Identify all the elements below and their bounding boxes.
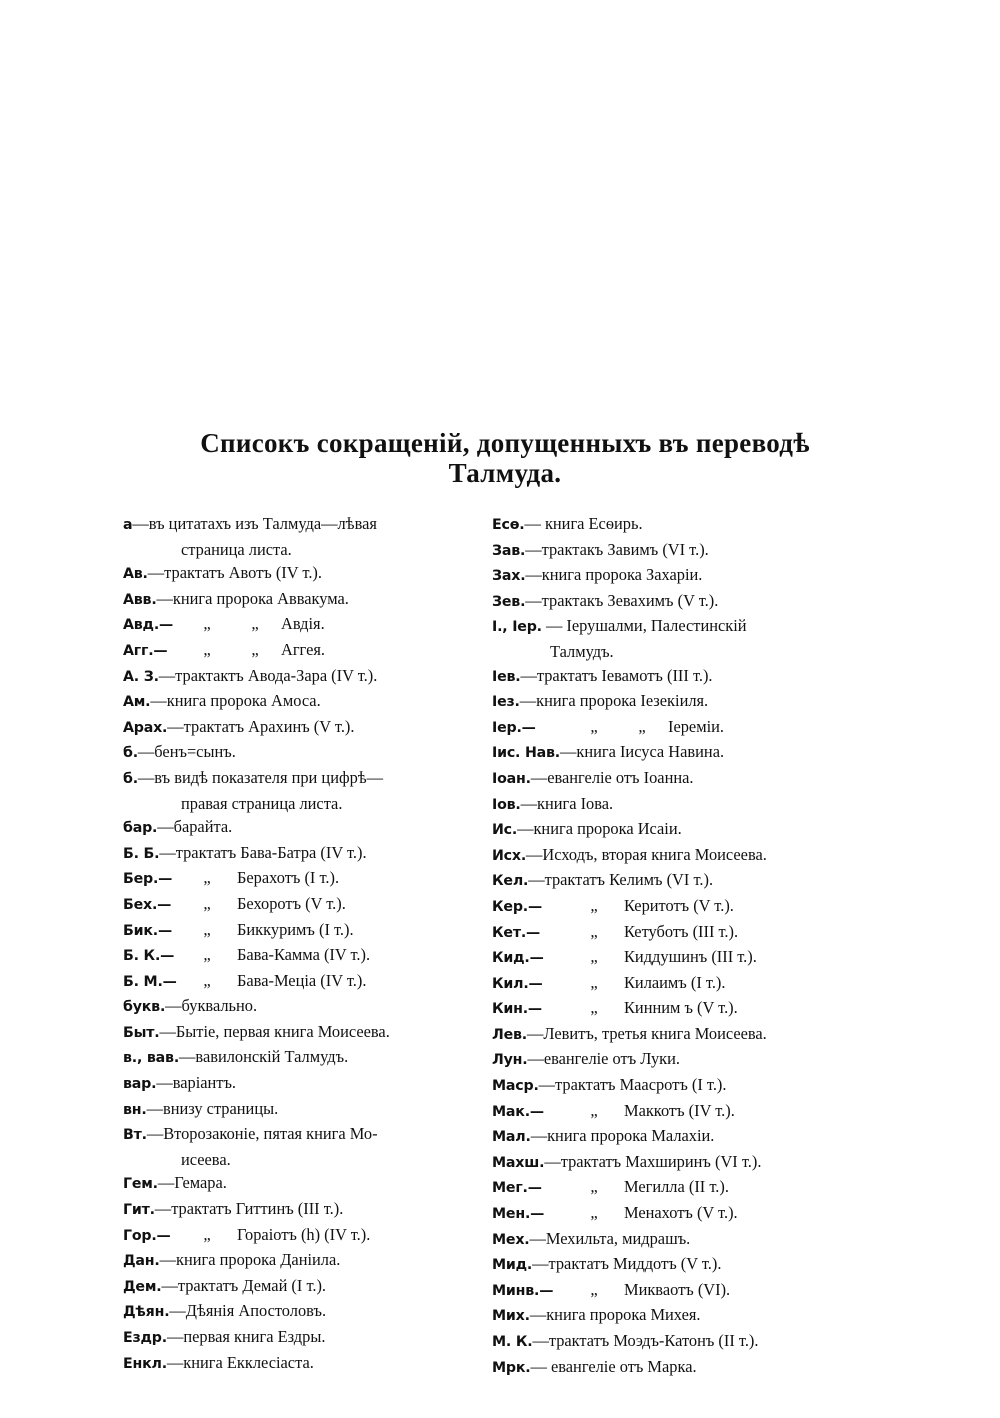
entry-definition: —Исходъ, вторая книга Моисеева. [526,844,767,864]
entry-abbreviation: Зав. [492,542,526,559]
list-item [492,817,832,843]
entry-abbreviation: Зах. [492,568,526,585]
entry-abbreviation: Агг.— [123,642,168,659]
list-item [492,868,832,894]
entry-definition: —буквально. [165,996,258,1016]
entry-definition: Берахотъ (I т.). [237,868,340,888]
entry-abbreviation: Б. К.— [123,948,175,965]
entry-abbreviation: в., вав. [123,1050,180,1067]
entry-definition: —барайта. [157,817,233,837]
entry-definition: Бава-Камма (IV т.). [237,945,371,965]
list-item [123,1045,468,1071]
list-item [123,740,468,766]
list-item [123,841,468,867]
entry-abbreviation: Іез. [492,694,520,711]
ditto-mark: „ [590,947,598,967]
entry-abbreviation: Кин.— [492,1001,542,1018]
list-item [123,1223,468,1249]
list-item [123,1071,468,1097]
entry-continuation: Талмудъ. [550,641,614,661]
list-item [123,715,468,741]
entry-definition: Киддушинъ (III т.). [624,947,757,967]
entry-abbreviation: Ам. [123,694,151,711]
entry-definition: —книга Іисуса Навина. [559,742,725,762]
entry-abbreviation: Мих. [492,1308,530,1325]
entry-abbreviation: Енкл. [123,1355,167,1372]
ditto-mark: „ [203,970,211,990]
list-item [492,538,832,564]
list-item [123,815,468,841]
ditto-mark: „ [590,998,598,1018]
list-item [123,1097,468,1123]
list-item [123,1197,468,1223]
page-title [110,428,900,488]
entry-definition: —трактатъ Демай (I т.). [161,1275,327,1295]
entry-definition: —трактатъ Гиттинъ (III т.). [154,1199,344,1219]
entry-definition: Аггея. [281,639,325,659]
ditto-mark: „ [590,1100,598,1120]
list-item [123,892,468,918]
entry-definition: — евангеліе отъ Марка. [530,1356,697,1376]
entry-definition: — книга Есѳирь. [524,514,643,533]
entry-definition: —Мехильта, мидрашъ. [529,1228,691,1248]
entry-abbreviation: Мид. [492,1257,533,1274]
list-item [492,1047,832,1073]
entry-abbreviation: Арах. [123,719,168,736]
entry-abbreviation: Іоан. [492,770,531,787]
list-item [492,1175,832,1201]
entry-definition: —трактакъ Завимъ (VI т.). [525,539,709,559]
list-item [123,766,468,815]
list-item [123,587,468,613]
list-item [492,512,832,538]
entry-definition: —книга Іова. [520,793,614,813]
list-item [492,792,832,818]
entry-abbreviation: І., Іер. [492,619,542,636]
ditto-mark: „ [590,716,598,736]
entry-definition: Маккотъ (IV т.). [624,1100,735,1120]
ditto-mark: „ [590,1203,598,1223]
entry-definition: —книга пророка Михея. [529,1305,701,1325]
entry-definition: —книга пророка Іезекіиля. [519,691,709,711]
entry-abbreviation: Бик.— [123,922,172,939]
entry-abbreviation: Мех. [492,1231,530,1248]
list-item [123,638,468,664]
list-item [123,1351,468,1377]
list-item [492,971,832,997]
list-item [492,1022,832,1048]
entry-definition: —внизу страницы. [146,1098,279,1118]
list-item [492,1252,832,1278]
entry-definition: —первая книга Ездры. [166,1327,326,1346]
entry-abbreviation: Мак.— [492,1103,544,1120]
entry-abbreviation: Дем. [123,1278,162,1295]
entry-abbreviation: вн. [123,1101,147,1118]
entry-abbreviation: Мал. [492,1129,531,1146]
entry-definition: —книга пророка Захаріи. [525,565,703,585]
list-item [492,1355,832,1381]
abbreviation-list-right [492,512,832,1380]
entry-abbreviation: Дѣян. [123,1304,170,1321]
list-item [123,943,468,969]
list-item [123,561,468,587]
ditto-mark: „ [203,639,211,659]
list-item [123,1020,468,1046]
entry-abbreviation: Ездр. [123,1330,167,1346]
title-line-2: Талмуда. [448,458,562,488]
entry-definition: —трактактъ Авода-Зара (IV т.). [158,665,378,685]
entry-definition: Керитотъ (V т.). [624,895,734,915]
entry-abbreviation: Ис. [492,822,518,839]
entry-abbreviation: Іов. [492,796,521,813]
entry-definition: — Іерушалми, Палестинскій [541,616,747,636]
entry-abbreviation: Ав. [123,566,148,583]
entry-abbreviation: Вт. [123,1127,147,1144]
entry-definition: —книга пророка Аввакума. [156,588,349,608]
abbreviation-list-left [123,512,468,1376]
entry-definition: —въ видѣ показателя при цифрѣ— [137,767,384,787]
entry-definition: —книга пророка Малахіи. [530,1126,715,1146]
title-line-1: Списокъ сокращеній, допущенныхъ въ переводѣ [200,428,810,458]
list-item [123,664,468,690]
list-item [492,614,832,663]
entry-abbreviation: Б. М.— [123,973,177,990]
entry-abbreviation: Іис. Нав. [492,745,560,762]
list-item [492,920,832,946]
entry-continuation: правая страница листа. [181,793,343,813]
entry-definition: Килаимъ (I т.). [624,972,726,992]
entry-definition: —книга пророка Даніила. [159,1250,341,1270]
entry-definition: —трактатъ Махширинъ (VI т.). [544,1151,762,1171]
entry-abbreviation: Кил.— [492,975,543,992]
list-item [492,1278,832,1304]
entry-continuation: исеева. [181,1149,231,1169]
list-item [123,1299,468,1325]
entry-definition: —трактатъ Арахинъ (V т.). [167,716,355,736]
entry-definition: Кинним ъ (V т.). [624,998,738,1018]
entry-abbreviation: Маср. [492,1078,539,1095]
entry-abbreviation: вар. [123,1076,157,1093]
ditto-mark: „ [590,1177,598,1197]
ditto-mark: „ [590,1279,598,1299]
list-item [492,766,832,792]
ditto-mark: „ [203,893,211,913]
entry-abbreviation: Гит. [123,1202,155,1219]
entry-abbreviation: А. З. [123,668,159,685]
ditto-mark: „ [638,716,646,736]
list-item [492,1303,832,1329]
ditto-mark: „ [203,868,211,888]
ditto-mark: „ [590,895,598,915]
ditto-mark: „ [203,614,211,634]
entry-definition: —трактатъ Келимъ (VI т.). [528,870,714,890]
entry-abbreviation: Бер.— [123,871,173,888]
entry-abbreviation: бар. [123,820,158,837]
list-item [492,563,832,589]
entry-abbreviation: Есѳ. [492,517,525,533]
entry-abbreviation: Гем. [123,1176,158,1193]
entry-definition: —трактатъ Миддотъ (V т.). [532,1254,722,1274]
list-item [492,1329,832,1355]
list-item [492,894,832,920]
list-item [123,512,468,561]
entry-definition: —трактатъ Бава-Батра (IV т.). [159,842,367,862]
list-item [492,1099,832,1125]
entry-definition: Авдія. [281,614,325,634]
entry-definition: —евангеліе отъ Іоанна. [530,767,694,787]
entry-continuation: страница листа. [181,539,292,559]
entry-definition: —трактатъ Авотъ (IV т.). [147,563,322,583]
entry-definition: —варіантъ. [156,1073,237,1093]
entry-definition: —трактакъ Зевахимъ (V т.). [525,590,719,610]
entry-abbreviation: Быт. [123,1024,160,1041]
list-item [492,740,832,766]
entry-definition: Биккуримъ (I т.). [237,919,354,939]
entry-abbreviation: Кет.— [492,924,541,941]
entry-definition: Бава-Меціа (IV т.). [237,970,367,990]
entry-definition: —Левитъ, третья книга Моисеева. [526,1023,767,1043]
entry-abbreviation: Зев. [492,593,526,610]
list-item [492,1201,832,1227]
ditto-mark: „ [203,1224,211,1244]
list-item [492,664,832,690]
entry-definition: —вавилонскій Талмудъ. [179,1047,349,1067]
ditto-mark: „ [203,945,211,965]
list-item [492,689,832,715]
list-item [492,1227,832,1253]
entry-abbreviation: б. [123,745,138,762]
entry-abbreviation: Лев. [492,1026,527,1043]
entry-definition: Іеремiи. [668,716,724,736]
entry-definition: —трактатъ Маасротъ (I т.). [538,1075,727,1095]
entry-abbreviation: б. [123,770,138,787]
entry-abbreviation: Іев. [492,668,521,685]
entry-abbreviation: Кид.— [492,950,544,967]
entry-abbreviation: Исх. [492,847,527,864]
entry-definition: —книга пророка Исаіи. [517,819,682,839]
list-item [123,1122,468,1171]
entry-definition: —въ цитатахъ изъ Талмуда—лѣвая [132,514,377,533]
entry-definition: —евангеліе отъ Луки. [527,1049,681,1069]
entry-abbreviation: а [123,517,133,533]
list-item [123,1248,468,1274]
entry-abbreviation: букв. [123,999,166,1016]
entry-abbreviation: Гор.— [123,1227,171,1244]
entry-abbreviation: Махш. [492,1154,545,1171]
list-item [492,589,832,615]
entry-definition: —трактатъ Іевамотъ (III т.). [520,665,713,685]
entry-abbreviation: Мрк. [492,1359,531,1376]
ditto-mark: „ [590,921,598,941]
entry-definition: —Дѣянія Апостоловъ. [169,1301,327,1321]
list-item [123,612,468,638]
list-item [123,866,468,892]
entry-abbreviation: Лун. [492,1052,528,1069]
entry-definition: Гораіотъ (h) (IV т.). [237,1224,371,1244]
entry-definition: —бенъ=сынъ. [137,742,236,762]
entry-definition: —Гемара. [157,1173,227,1193]
entry-abbreviation: Авв. [123,591,157,608]
entry-definition: Бехоротъ (V т.). [237,893,346,913]
ditto-mark: „ [251,639,259,659]
entry-abbreviation: Іер.— [492,719,536,736]
entry-definition: Мегилла (II т.). [624,1177,729,1197]
entry-abbreviation: Бех.— [123,896,172,913]
entry-abbreviation: Кел. [492,873,529,890]
list-item [492,715,832,741]
entry-definition: Кетуботъ (III т.). [624,921,739,941]
list-item [123,1274,468,1300]
list-item [123,689,468,715]
entry-definition: Микваотъ (VI). [624,1279,731,1299]
list-item [492,945,832,971]
ditto-mark: „ [590,972,598,992]
entry-abbreviation: Дан. [123,1253,160,1270]
list-item [492,996,832,1022]
entry-abbreviation: Мег.— [492,1180,542,1197]
list-item [123,1171,468,1197]
entry-abbreviation: Б. Б. [123,845,160,862]
entry-definition: —трактатъ Моэдъ-Катонъ (II т.). [532,1331,759,1350]
list-item [492,843,832,869]
ditto-mark: „ [203,919,211,939]
list-item [492,1150,832,1176]
list-item [492,1124,832,1150]
list-item [123,994,468,1020]
list-item [123,918,468,944]
entry-abbreviation: М. К. [492,1334,533,1350]
entry-definition: —Второзаконіе, пятая книга Мо- [146,1124,378,1144]
entry-abbreviation: Мен.— [492,1206,545,1223]
entry-definition: Менахотъ (V т.). [624,1203,738,1223]
ditto-mark: „ [251,614,259,634]
entry-definition: —книга пророка Амоса. [150,691,321,711]
entry-abbreviation: Авд.— [123,617,173,634]
entry-definition: —книга Екклесіаста. [166,1352,314,1372]
list-item [123,1325,468,1351]
list-item [123,969,468,995]
entry-abbreviation: Кер.— [492,898,542,915]
list-item [492,1073,832,1099]
entry-abbreviation: Минв.— [492,1282,554,1299]
entry-definition: —Бытіе, первая книга Моисеева. [159,1021,390,1041]
